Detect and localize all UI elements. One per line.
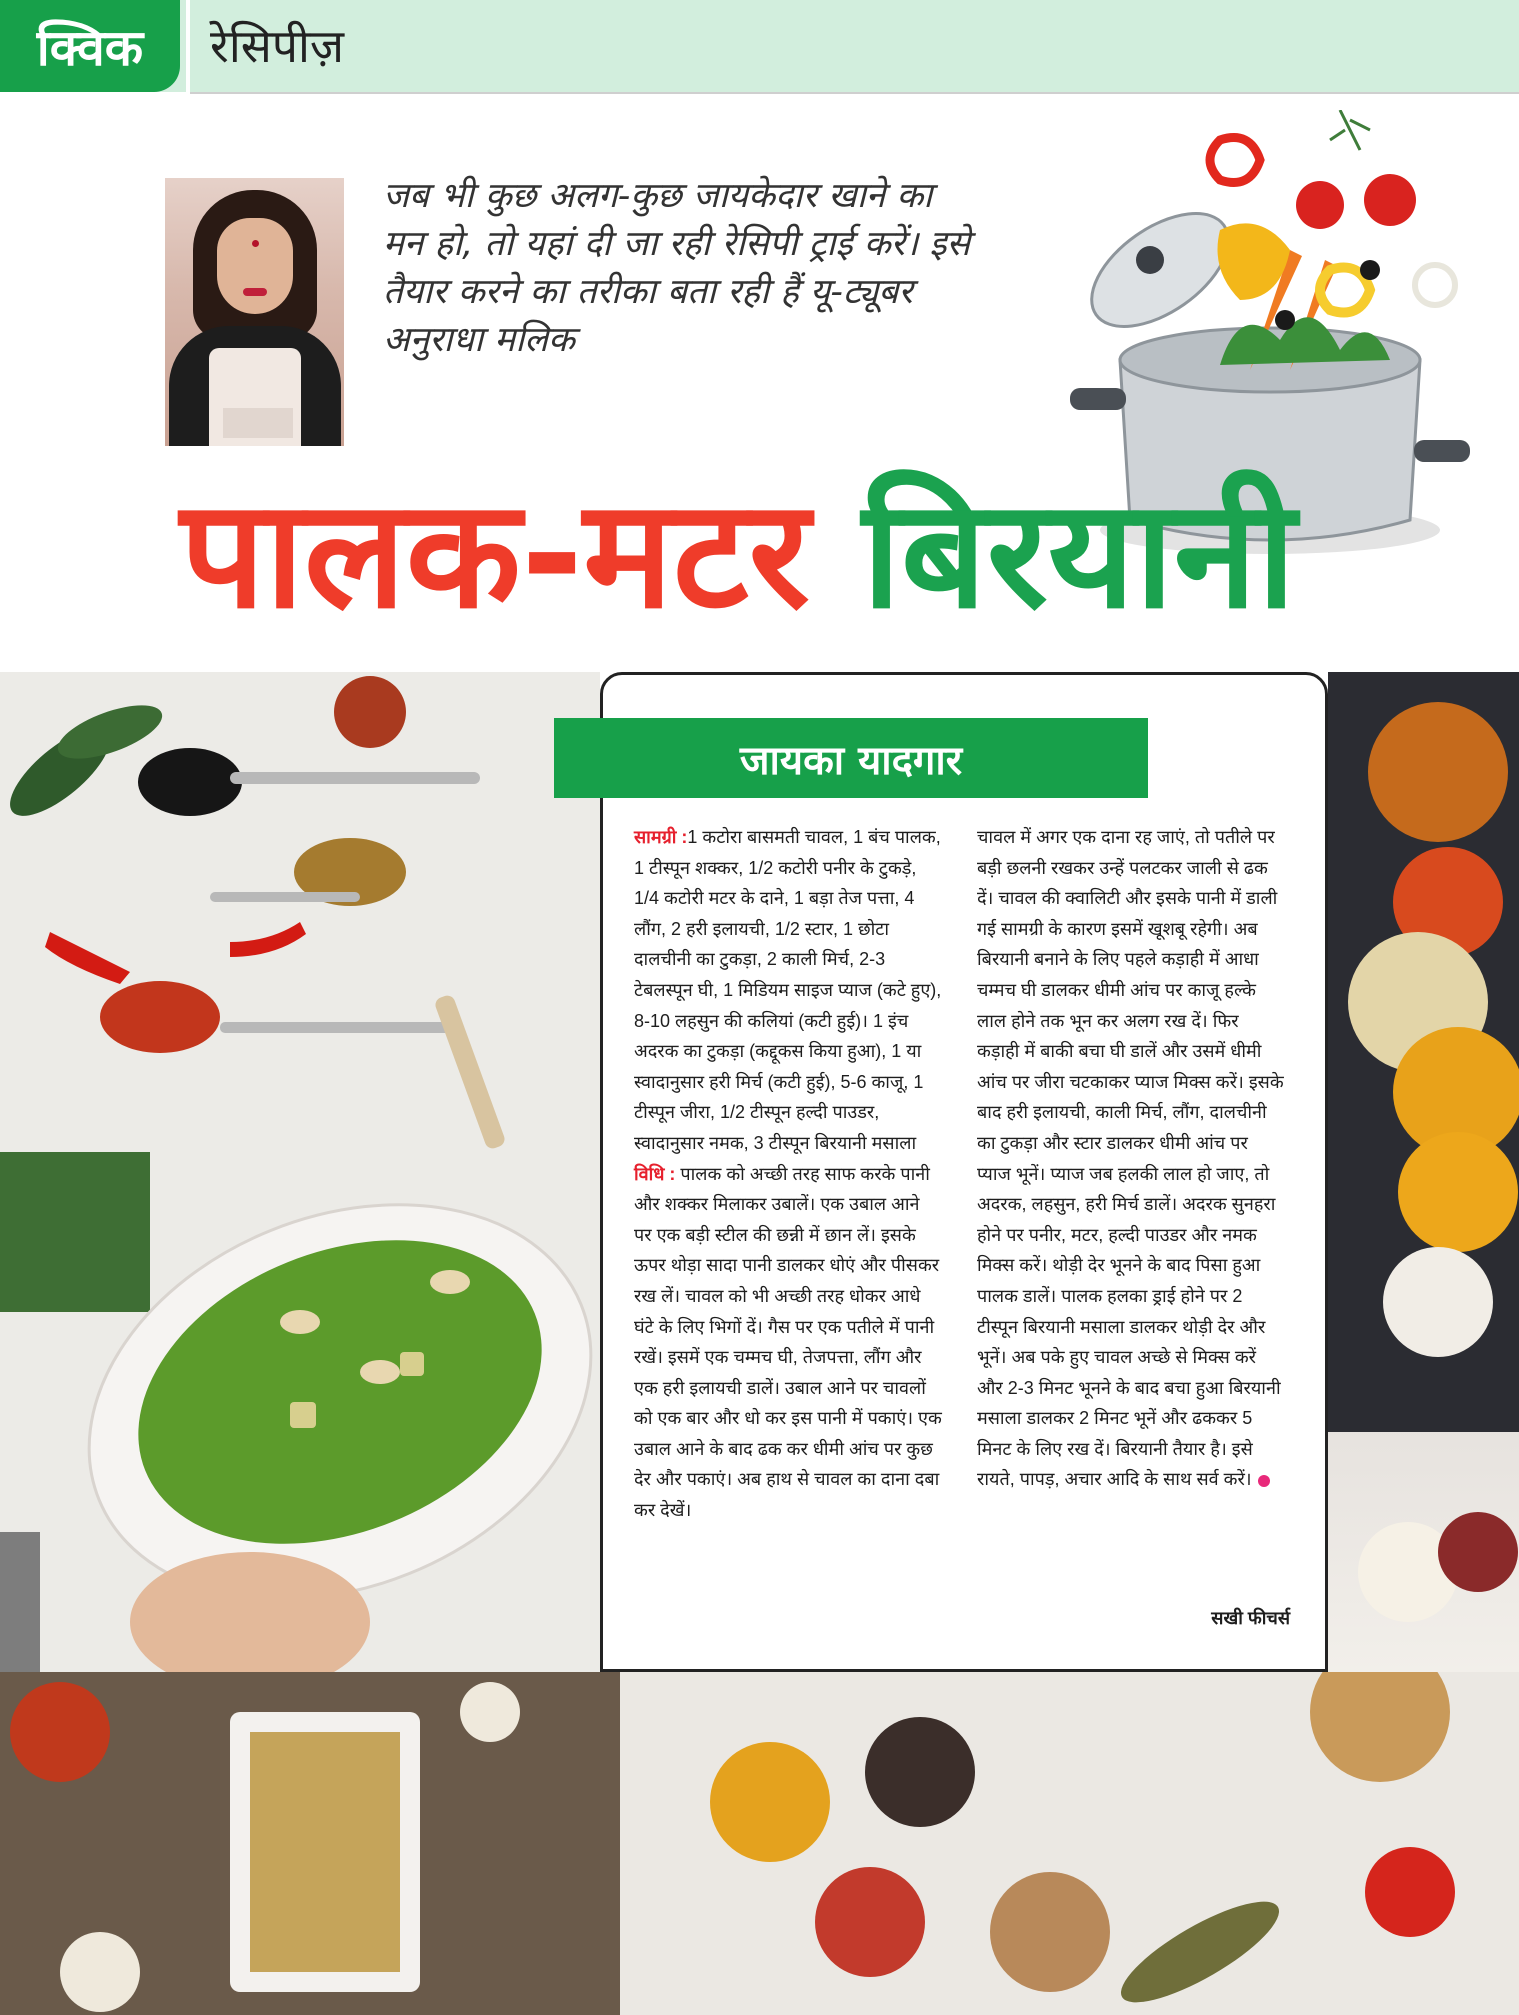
- header-divider: [186, 0, 190, 92]
- olive: [1275, 310, 1295, 330]
- paneer-cube: [290, 1402, 316, 1428]
- recipe-title-part-2: बिरयानी: [862, 468, 1296, 642]
- recipe-title: [180, 470, 1330, 640]
- herb-pot: [0, 1152, 150, 1312]
- author-lips: [243, 288, 267, 296]
- author-photo: [165, 178, 344, 446]
- spoon-red-chili-powder: [100, 981, 220, 1053]
- red-onion: [1438, 1512, 1518, 1592]
- spoon-handle: [230, 772, 480, 784]
- header-rule: [190, 92, 1519, 94]
- end-mark-icon: [1258, 1475, 1270, 1487]
- paneer-cube: [400, 1352, 424, 1376]
- red-powder-pile: [815, 1867, 925, 1977]
- recipe-title-part-1: पालक-मटर: [180, 468, 810, 642]
- section-tab: [0, 0, 180, 92]
- pepper-pile: [865, 1717, 975, 1827]
- article-column-left: [634, 822, 942, 1526]
- flour: [1383, 1247, 1493, 1357]
- ingredients-text: 1 कटोरा बासमती चावल, 1 बंच पालक, 1 टीस्पून शक्कर, 1/2 कटोरी पनीर के टुकड़े, 1/4 कटोरी मटर के दाने, 1 बड़ा तेज पत्ता, 4 लौंग, 2 हरी इलायची, 1/2 स्टार, 1 छोटा दालचीनी का टुकड़ा, 2 काली मिर्च, 2-3 टेबलस्पून घी, 1 मिडियम साइज प्याज (कटे हुए), 8-10 लहसुन की कलियां (कटी हुई)। 1 इंच अदरक का टुकड़ा (कद्दूकस किया हुआ), 1 या स्वादानुसार हरी मिर्च (कटी हुई), 5-6 काजू, 1 टीस्पून जीरा, 1/2 टीस्पून हल्दी पाउडर, स्वादानुसार नमक, 3 टीस्पून बिरयानी मसाला: [634, 827, 942, 1153]
- wire-rack: [0, 1532, 40, 1672]
- tomato: [1296, 181, 1344, 229]
- tomato: [1365, 1847, 1455, 1937]
- author-face: [217, 218, 293, 314]
- cashew: [430, 1270, 470, 1294]
- garlic: [460, 1682, 520, 1742]
- orange-spice: [1368, 702, 1508, 842]
- ingredients-label: सामग्री :: [634, 827, 688, 847]
- cashew: [360, 1360, 400, 1384]
- onion-ring: [1415, 265, 1455, 305]
- spoon-black-seeds: [138, 748, 242, 816]
- lid-knob: [1136, 246, 1164, 274]
- turmeric-bowl: [1398, 1132, 1518, 1252]
- cumin-pile: [990, 1872, 1110, 1992]
- chili-flakes: [334, 676, 406, 748]
- spices-right-photo: [1328, 672, 1519, 1672]
- intro-text: जब भी कुछ अलग-कुछ जायकेदार खाने का मन हो, तो यहां दी जा रही रेसिपी ट्राई करें। इसे तैयार करने का तरीका बता रही हैं यू-ट्यूबर अनुराधा मलिक: [383, 176, 971, 360]
- method-text-right: चावल में अगर एक दाना रह जाएं, तो पतीले पर बड़ी छलनी रखकर उन्हें पलटकर जाली से ढक दें। चावल की क्वालिटी और इसके पानी में डाली गई सामग्री के कारण इसमें खूशबू रहेगी। अब बिरयानी बनाने के लिए पहले कड़ाही में आधा चम्मच घी डालकर धीमी आंच पर काजू हल्के लाल होने तक भून कर अलग रख दें। फिर कड़ाही में बाकी बचा घी डालें और उसमें धीमी आंच पर जीरा चटकाकर प्याज मिक्स करें। इसके बाद हरी इलायची, काली मिर्च, लौंग, दालचीनी का टुकड़ा और स्टार डालकर धीमी आंच पर प्याज भूनें। प्याज जब हलकी लाल हो जाए, तो अदरक, लहसुन, हरी मिर्च डालें। अदरक सुनहरा होने पर पनीर, मटर, हल्दी पाउडर और नमक मिक्स करें। थोड़ी देर भूनने के बाद पिसा हुआ पालक डालें। पालक हलका ड्राई होने पर 2 टीस्पून बिरयानी मसाला डालकर थोड़ी देर और भूनें। अब पके हुए चावल अच्छे से मिक्स करें और 2-3 मिनट भूनने के बाद बचा हुआ बिरयानी मसाला डालकर 2 मिनट भूनें और ढककर 5 मिनट के लिए रख दें। बिरयानी तैयार है। इसे रायते, पापड़, अचार आदि के साथ सर्व करें।: [977, 827, 1284, 1490]
- mustard-seeds: [250, 1732, 400, 1972]
- article-heading-text: जायका यादगार: [739, 737, 963, 784]
- chili-powder-jar: [10, 1682, 110, 1782]
- method-label: विधि :: [634, 1163, 676, 1184]
- spoon-handle: [220, 1022, 450, 1033]
- biryani-plate-photo: [0, 672, 600, 1672]
- section-title: रेसिपीज़: [210, 19, 344, 73]
- tomato: [1364, 174, 1416, 226]
- cashew: [280, 1310, 320, 1334]
- dill-sprig: [1330, 110, 1370, 150]
- bindi: [252, 240, 259, 247]
- herb-leaves: [1220, 317, 1390, 365]
- turmeric-pile: [710, 1742, 830, 1862]
- spoon-handle: [210, 892, 360, 902]
- garlic: [60, 1932, 140, 2012]
- article-column-right: [977, 822, 1285, 1495]
- section-tab-label: क्विक: [36, 19, 144, 77]
- article-credit: सखी फीचर्स: [1211, 1608, 1290, 1628]
- method-text-left: पालक को अच्छी तरह साफ करके पानी और शक्कर मिलाकर उबालें। एक उबाल आने पर एक बड़ी स्टील की छन्नी में छान लें। इसके ऊपर थोड़ा सादा पानी डालकर धोएं और पीसकर रख लें। चावल को भी अच्छी तरह धोकर आधे घंटे के लिए भिगों दें। गैस पर एक पतीले में पानी रखें। इसमें एक चम्मच घी, तेजपत्ता, लौंग और एक हरी इलायची डालें। उबाल आने पर चावलों को एक बार और धो कर इस पानी में पकाएं। एक उबाल आने के बाद ढक कर धीमी आंच पर कुछ देर और पकाएं। अब हाथ से चावल का दाना दबा कर देखें।: [634, 1163, 942, 1521]
- spices-bottom-photo: [0, 1672, 1519, 2015]
- olive: [1360, 260, 1380, 280]
- pot-handle-right: [1414, 440, 1470, 462]
- article-heading: [554, 718, 1148, 798]
- red-pepper-ring: [1210, 138, 1260, 183]
- pot-handle-left: [1070, 388, 1126, 410]
- apron-print: [223, 408, 293, 438]
